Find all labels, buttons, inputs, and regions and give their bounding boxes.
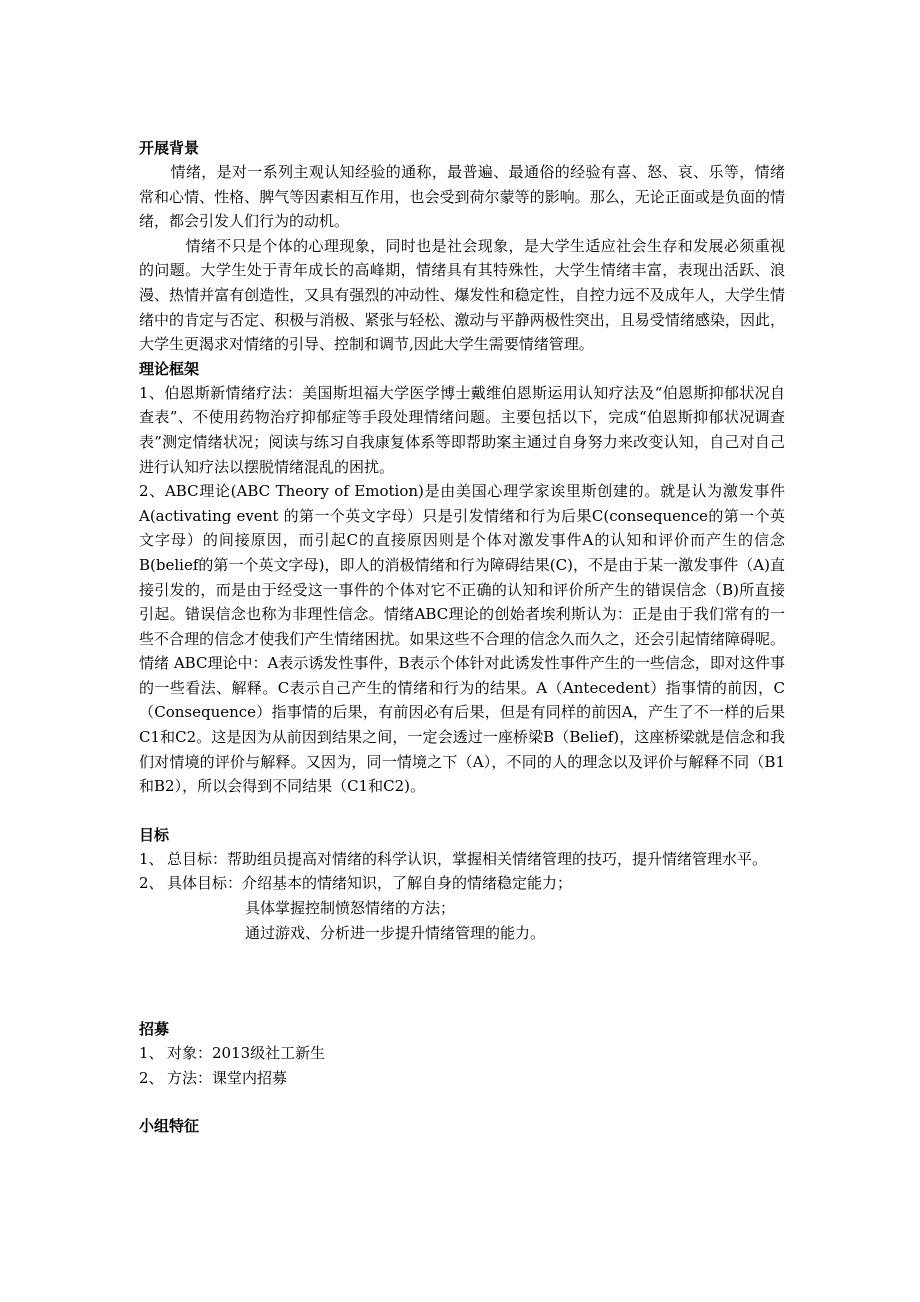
- theory-paragraph-2: 2、ABC理论(ABC Theory of Emotion)是由美国心理学家诶里斯创建的。就是认为激发事件A(activating event 的第一个英文字母）只是引发情绪和行为后果C(consequence的第一个英文字母）的间接原因，而引起C的直接原因则是个体对激发事件A的认知和评价而产生的信念B(belief的第一个英文字母)，即人的消极情绪和行为障碍结果(C)，不是由于某一激发事件（A)直接引发的，而是由于经受这一事件的个体对它不正确的认知和评价所产生的错误信念（B)所直接引起。错误信念也称为非理性信念。情绪ABC理论的创始者埃利斯认为：正是由于我们常有的一些不合理的信念才使我们产生情绪困扰。如果这些不合理的信念久而久之，还会引起情绪障碍呢。情绪 ABC理论中：A表示诱发性事件，B表示个体针对此诱发性事件产生的一些信念，即对这件事的一些看法、解释。C表示自己产生的情绪和行为的结果。A（Antecedent）指事情的前因，C（Consequence）指事情的后果，有前因必有后果，但是有同样的前因A，产生了不一样的后果C1和C2。这是因为从前因到结果之间，一定会透过一座桥梁B（Belief)，这座桥梁就是信念和我们对情境的评价与解释。又因为，同一情境之下（A），不同的人的理念以及评价与解释不同（B1和B2），所以会得到不同结果（C1和C2)。: [139, 482, 785, 796]
- heading-background: 开展背景: [139, 139, 200, 157]
- theory-paragraph-1: 1、伯恩斯新情绪疗法：美国斯坦福大学医学博士戴维伯恩斯运用认知疗法及“伯恩斯抑郁状况自查表”、不使用药物治疗抑郁症等手段处理情绪问题。主要包括以下，完成“伯恩斯抑郁状况调查表”测定情绪状况；阅读与练习自我康复体系等即帮助案主通过自身努力来改变认知，自己对自己进行认知疗法以摆脱情绪混乱的困扰。: [139, 383, 785, 476]
- recruitment-text: 对象：2013级社工新生: [167, 1044, 326, 1063]
- recruitment-text: 方法：课堂内招募: [167, 1068, 288, 1087]
- goal-number: 1、: [139, 849, 164, 868]
- goal-item-1: [139, 847, 785, 872]
- goal-number: 2、: [139, 874, 164, 893]
- goal-item-2: [139, 871, 785, 896]
- goal-text: 具体目标：介绍基本的情绪知识，了解自身的情绪稳定能力；: [167, 874, 573, 893]
- recruitment-number: 2、: [139, 1068, 164, 1087]
- heading-goals: 目标: [139, 825, 170, 844]
- heading-theory: 理论框架: [139, 359, 200, 378]
- heading-recruitment: 招募: [139, 1020, 170, 1039]
- recruitment-number: 1、: [139, 1044, 164, 1063]
- recruitment-item-1: [139, 1041, 785, 1066]
- background-paragraph-2: 情绪不只是个体的心理现象，同时也是社会现象，是大学生适应社会生存和发展必须重视的问题。大学生处于青年成长的高峰期，情绪具有其特殊性，大学生情绪丰富，表现出活跃、浪漫、热情并富有创造性，又具有强烈的冲动性、爆发性和稳定性，自控力远不及成年人，大学生情绪中的肯定与否定、积极与消极、紧张与轻松、激动与平静两极性突出，且易受情绪感染，因此，大学生更渴求对情绪的引导、控制和调节,因此大学生需要情绪管理。: [139, 236, 785, 354]
- goal-subitem-2: 通过游戏、分析进一步提升情绪管理的能力。: [245, 923, 546, 942]
- goal-subitem-1: 具体掌握控制愤怒情绪的方法；: [245, 899, 456, 918]
- background-paragraph-1: 情绪，是对一系列主观认知经验的通称，最普遍、最通俗的经验有喜、怒、哀、乐等，情绪常和心情、性格、脾气等因素相互作用，也会受到荷尔蒙等的影响。那么，无论正面或是负面的情绪，都会引发人们行为的动机。: [139, 163, 785, 231]
- document-page: [139, 136, 785, 1138]
- recruitment-item-2: [139, 1066, 785, 1091]
- heading-group-features: 小组特征: [139, 1117, 200, 1136]
- goal-text: 总目标：帮助组员提高对情绪的科学认识，掌握相关情绪管理的技巧，提升情绪管理水平。: [167, 849, 768, 868]
